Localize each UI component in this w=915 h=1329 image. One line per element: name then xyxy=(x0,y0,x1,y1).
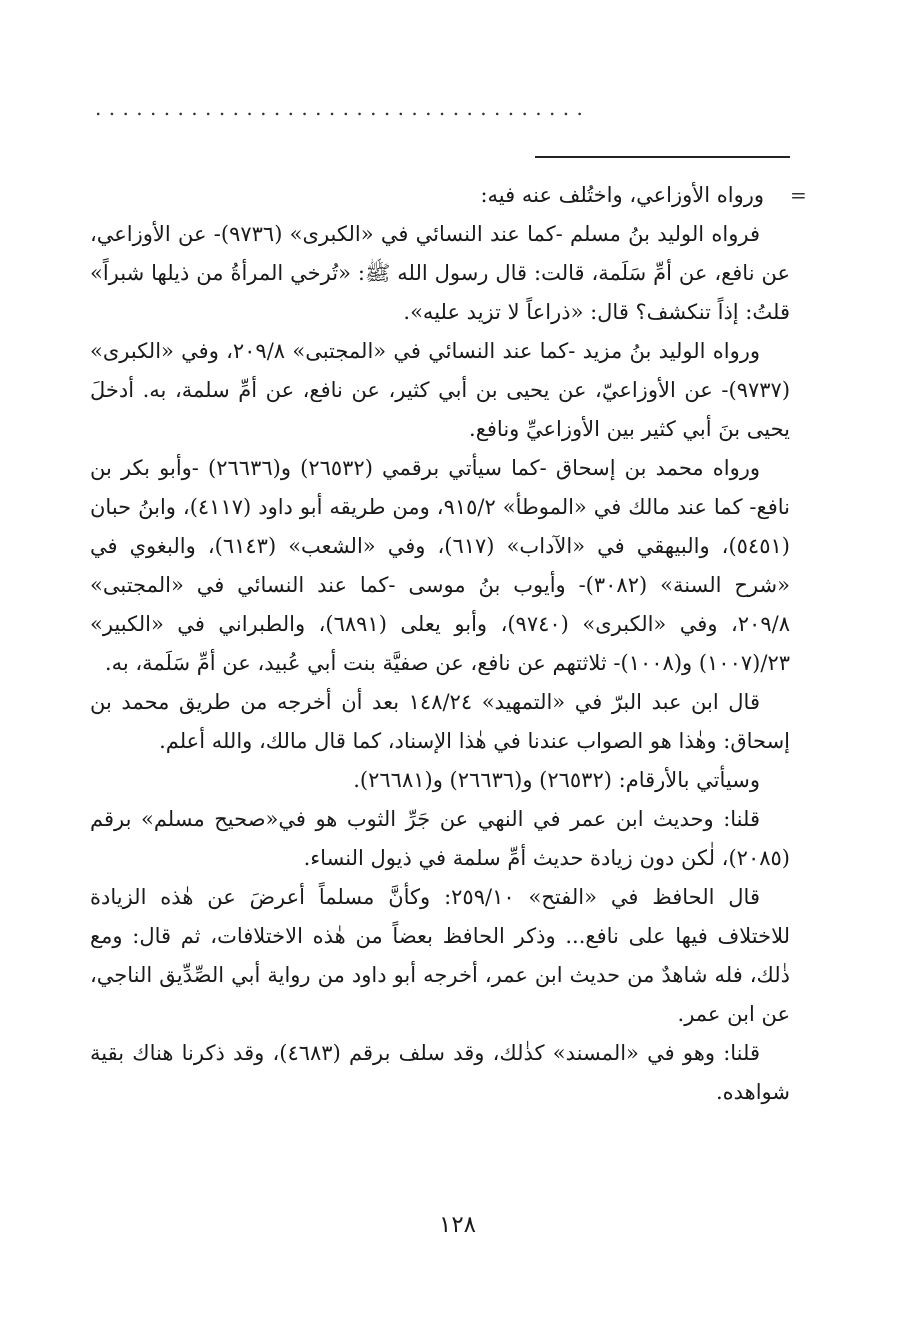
footnote-paragraph: ورواه الأوزاعي، واختُلف عنه فيه: xyxy=(480,183,764,207)
footnote-paragraph: وسيأتي بالأرقام: (٢٦٥٣٢) و(٢٦٦٣٦) و(٢٦٦٨١). xyxy=(353,768,760,792)
footnote-body xyxy=(90,176,790,1112)
footnote-continuation-mark: = xyxy=(790,183,807,207)
footnote-paragraph: ورواه الوليد بنُ مزيد -كما عند النسائي في «المجتبى» ٢٠٩/٨، وفي «الكبرى» (٩٧٣٧)- عن الأوزاعيّ، عن يحيى بن أبي كثير، عن نافع، عن أمِّ سلمة، به. أدخلَ يحيى بنَ أبي كثير بين الأوزاعيِّ ونافع. xyxy=(90,339,791,441)
footnote-paragraph: قلنا: وهو في «المسند» كذٰلك، وقد سلف برقم (٤٦٨٣)، وقد ذكرنا هناك بقية شواهده. xyxy=(90,1041,790,1104)
footnote-paragraph: قلنا: وحديث ابن عمر في النهي عن جَرِّ الثوب هو في«صحيح مسلم» برقم (٢٠٨٥)، لٰكن دون زيادة حديث أمِّ سلمة في ذيول النساء. xyxy=(90,807,790,870)
top-dotted-line: .................................... xyxy=(95,98,591,118)
footnote-paragraph: قال الحافظ في «الفتح» ٢٥٩/١٠: وكأنَّ مسلماً أعرضَ عن هٰذه الزيادة للاختلاف فيها على نافع... وذكر الحافظ بعضاً من هٰذه الاختلافات، ثم قال: ومع ذٰلك، فله شاهدٌ من حديث ابن عمر، أخرجه أبو داود من رواية أبي الصِّدِّيق الناجي، عن ابن عمر. xyxy=(90,885,790,1026)
footnote-separator-rule xyxy=(535,156,790,158)
footnote-paragraph: ورواه محمد بن إسحاق -كما سيأتي برقمي (٢٦٥٣٢) و(٢٦٦٣٦) -وأبو بكر بن نافع- كما عند مالك في «الموطأ» ٩١٥/٢، ومن طريقه أبو داود (٤١١٧)، وابنُ حبان (٥٤٥١)، والبيهقي في «الآداب» (٦١٧)، وفي «الشعب» (٦١٤٣)، والبغوي في «شرح السنة» (٣٠٨٢)- وأيوب بنُ موسى -كما عند النسائي في «المجتبى» ٢٠٩/٨، وفي «الكبرى» (٩٧٤٠)، وأبو يعلى (٦٨٩١)، والطبراني في «الكبير» ٢٣/(١٠٠٧) و(١٠٠٨)- ثلاثتهم عن نافع، عن صفيَّة بنت أبي عُبيد، عن أمِّ سَلَمة، به. xyxy=(90,456,790,675)
footnote-paragraph: قال ابن عبد البرّ في «التمهيد» ١٤٨/٢٤ بعد أن أخرجه من طريق محمد بن إسحاق: وهٰذا هو الصواب عندنا في هٰذا الإسناد، كما قال مالك، والله أعلم. xyxy=(90,690,790,753)
page-number: ١٢٨ xyxy=(438,1212,477,1238)
footnote-paragraph: فرواه الوليد بنُ مسلم -كما عند النسائي في «الكبرى» (٩٧٣٦)- عن الأوزاعي، عن نافع، عن أمِّ سَلَمة، قالت: قال رسول الله ﷺ: «تُرخي المرأةُ من ذيلها شبراً» قلتُ: إذاً تنكشف؟ قال: «ذراعاً لا تزيد عليه». xyxy=(90,222,790,324)
